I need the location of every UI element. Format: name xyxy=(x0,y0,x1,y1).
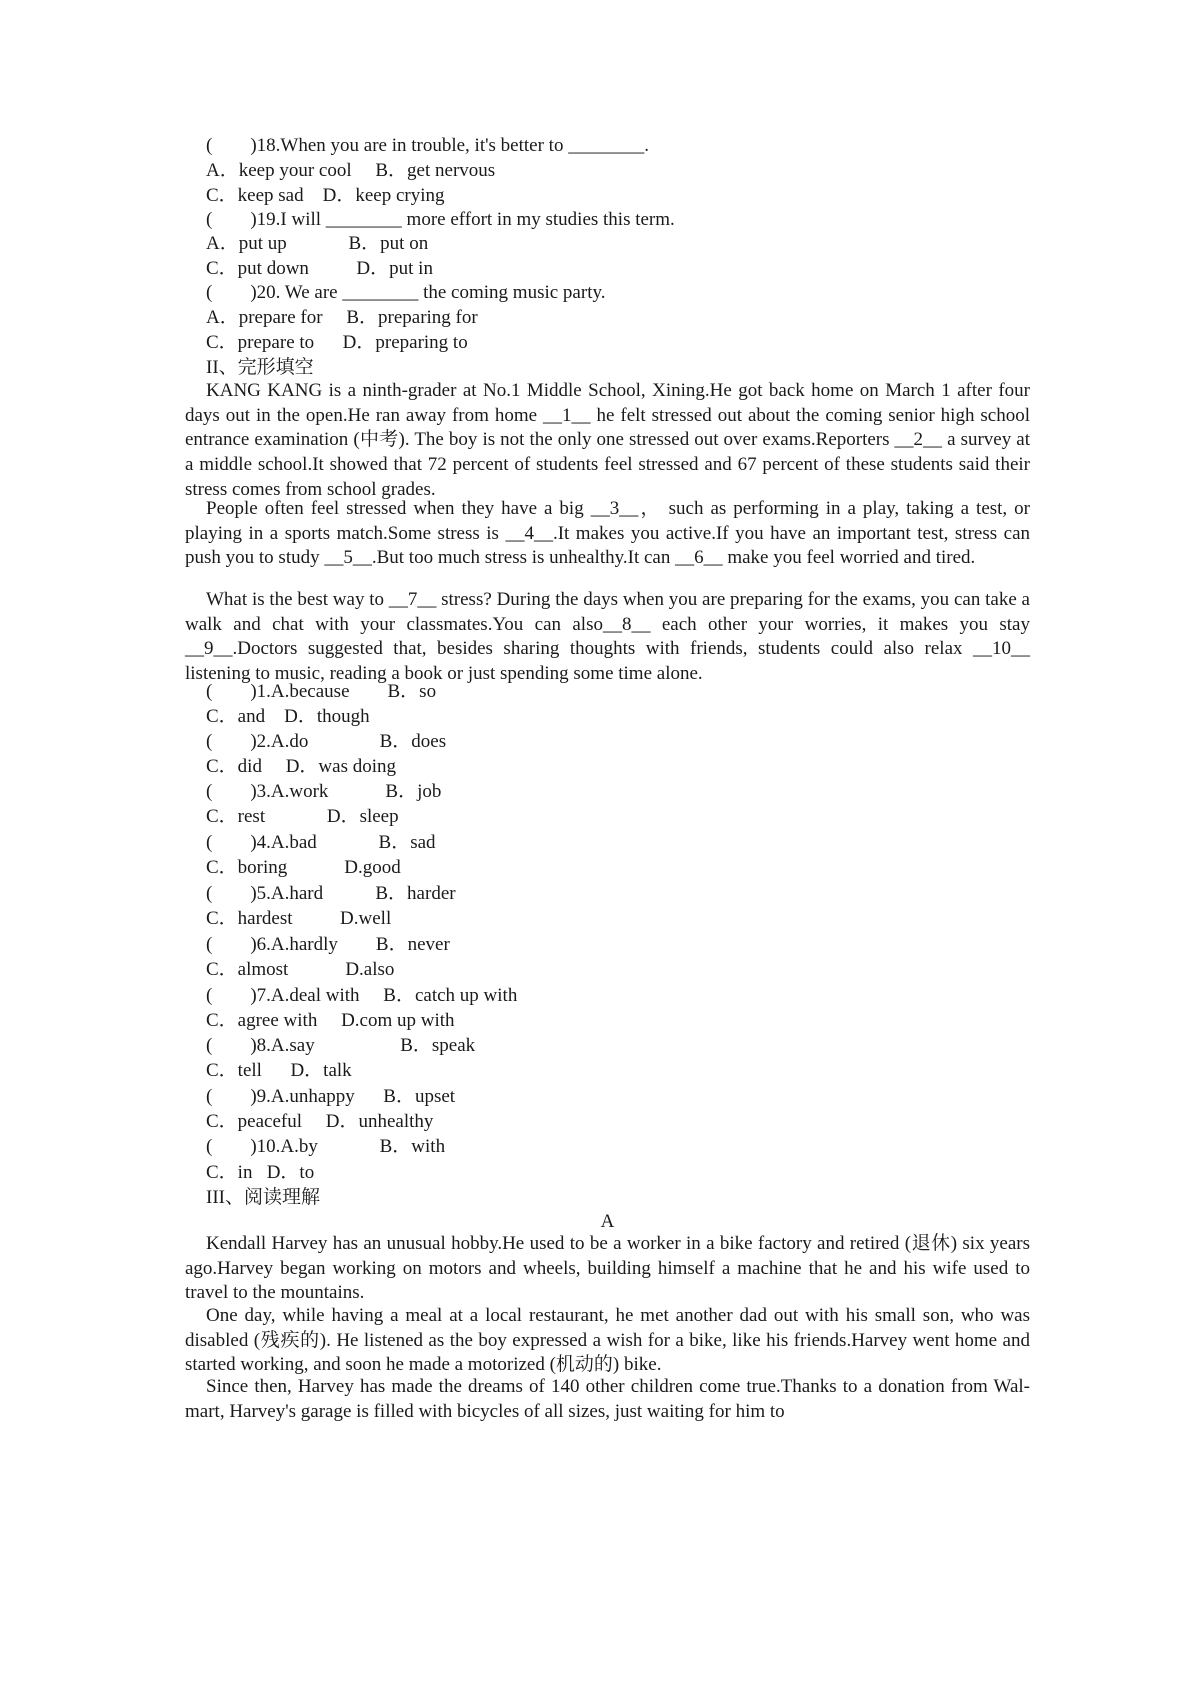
cloze-option-line: ( )6.A.hardly B．never xyxy=(206,934,450,955)
cloze-option-line: C．in D．to xyxy=(206,1162,315,1183)
cloze-option-line: C．hardest D.well xyxy=(206,908,392,929)
question-18: ( )18.When you are in trouble, it's better to ________. xyxy=(206,135,649,156)
cloze-option-line: C．and D．though xyxy=(206,706,370,727)
question-20-options-cd: C．prepare to D．preparing to xyxy=(206,332,468,353)
cloze-option-line: C．peaceful D．unhealthy xyxy=(206,1111,434,1132)
question-19-options-cd: C．put down D．put in xyxy=(206,258,433,279)
question-18-options-cd: C．keep sad D．keep crying xyxy=(206,185,445,206)
section-cloze-heading: II、完形填空 xyxy=(206,357,314,378)
question-20-options-ab: A．prepare for B．preparing for xyxy=(206,307,478,328)
reading-paragraph-2: One day, while having a meal at a local restaurant, he met another dad out with his small son, who was disabled (残疾的). He listened as the boy expressed a wish for a bike, like his friends.Harvey went home and started working, and soon he made a motorized (机动的) bike. xyxy=(185,1305,1030,1376)
question-18-options-ab: A．keep your cool B．get nervous xyxy=(206,160,496,181)
cloze-option-line: ( )1.A.because B．so xyxy=(206,681,437,702)
cloze-option-line: ( )10.A.by B．with xyxy=(206,1136,446,1157)
cloze-option-line: C．rest D．sleep xyxy=(206,806,399,827)
question-20: ( )20. We are ________ the coming music party. xyxy=(206,282,606,303)
cloze-option-line: ( )9.A.unhappy B．upset xyxy=(206,1086,456,1107)
reading-paragraph-1: Kendall Harvey has an unusual hobby.He used to be a worker in a bike factory and retired (退休) six years ago.Harvey began working on motors and wheels, building himself a machine that he and his wife used to travel to the mountains. xyxy=(185,1233,1030,1304)
cloze-option-line: C．did D．was doing xyxy=(206,756,397,777)
passage-label: A xyxy=(600,1211,615,1232)
cloze-option-line: C．tell D．talk xyxy=(206,1060,352,1081)
cloze-option-line: C．almost D.also xyxy=(206,959,395,980)
cloze-paragraph-1: KANG KANG is a ninth-grader at No.1 Middle School, Xining.He got back home on March 1 after four days out in the open.He ran away from home __1__ he felt stressed out about the coming senior high school entrance examination (中考). The boy is not the only one stressed out over exams.Reporters __2__ a survey at a middle school.It showed that 72 percent of students feel stressed and 67 percent of these students said their stress comes from school grades. xyxy=(185,380,1030,500)
question-19: ( )19.I will ________ more effort in my studies this term. xyxy=(206,209,675,230)
cloze-paragraph-2: People often feel stressed when they have a big __3__， such as performing in a play, taking a test, or playing in a sports match.Some stress is __4__.It makes you active.If you have an important test, stress can push you to study __5__.But too much stress is unhealthy.It can __6__ make you feel worried and tired. xyxy=(185,498,1030,569)
cloze-paragraph-3: What is the best way to __7__ stress? During the days when you are preparing for the exams, you can take a walk and chat with your classmates.You can also__8__ each other your worries, it makes you stay __9__.Doctors suggested that, besides sharing thoughts with friends, students could also relax __10__ listening to music, reading a book or just spending some time alone. xyxy=(185,589,1030,685)
reading-paragraph-3: Since then, Harvey has made the dreams of 140 other children come true.Thanks to a donation from Wal-mart, Harvey's garage is filled with bicycles of all sizes, just waiting for him to xyxy=(185,1376,1030,1422)
cloze-option-line: ( )8.A.say B．speak xyxy=(206,1035,476,1056)
cloze-option-line: ( )3.A.work B．job xyxy=(206,781,442,802)
cloze-option-line: C．agree with D.com up with xyxy=(206,1010,455,1031)
cloze-option-line: ( )4.A.bad B．sad xyxy=(206,832,436,853)
cloze-option-line: ( )2.A.do B．does xyxy=(206,731,447,752)
cloze-option-line: ( )7.A.deal with B．catch up with xyxy=(206,985,518,1006)
section-reading-heading: III、阅读理解 xyxy=(206,1187,320,1208)
cloze-option-line: ( )5.A.hard B．harder xyxy=(206,883,456,904)
question-19-options-ab: A．put up B．put on xyxy=(206,233,429,254)
cloze-option-line: C．boring D.good xyxy=(206,857,401,878)
